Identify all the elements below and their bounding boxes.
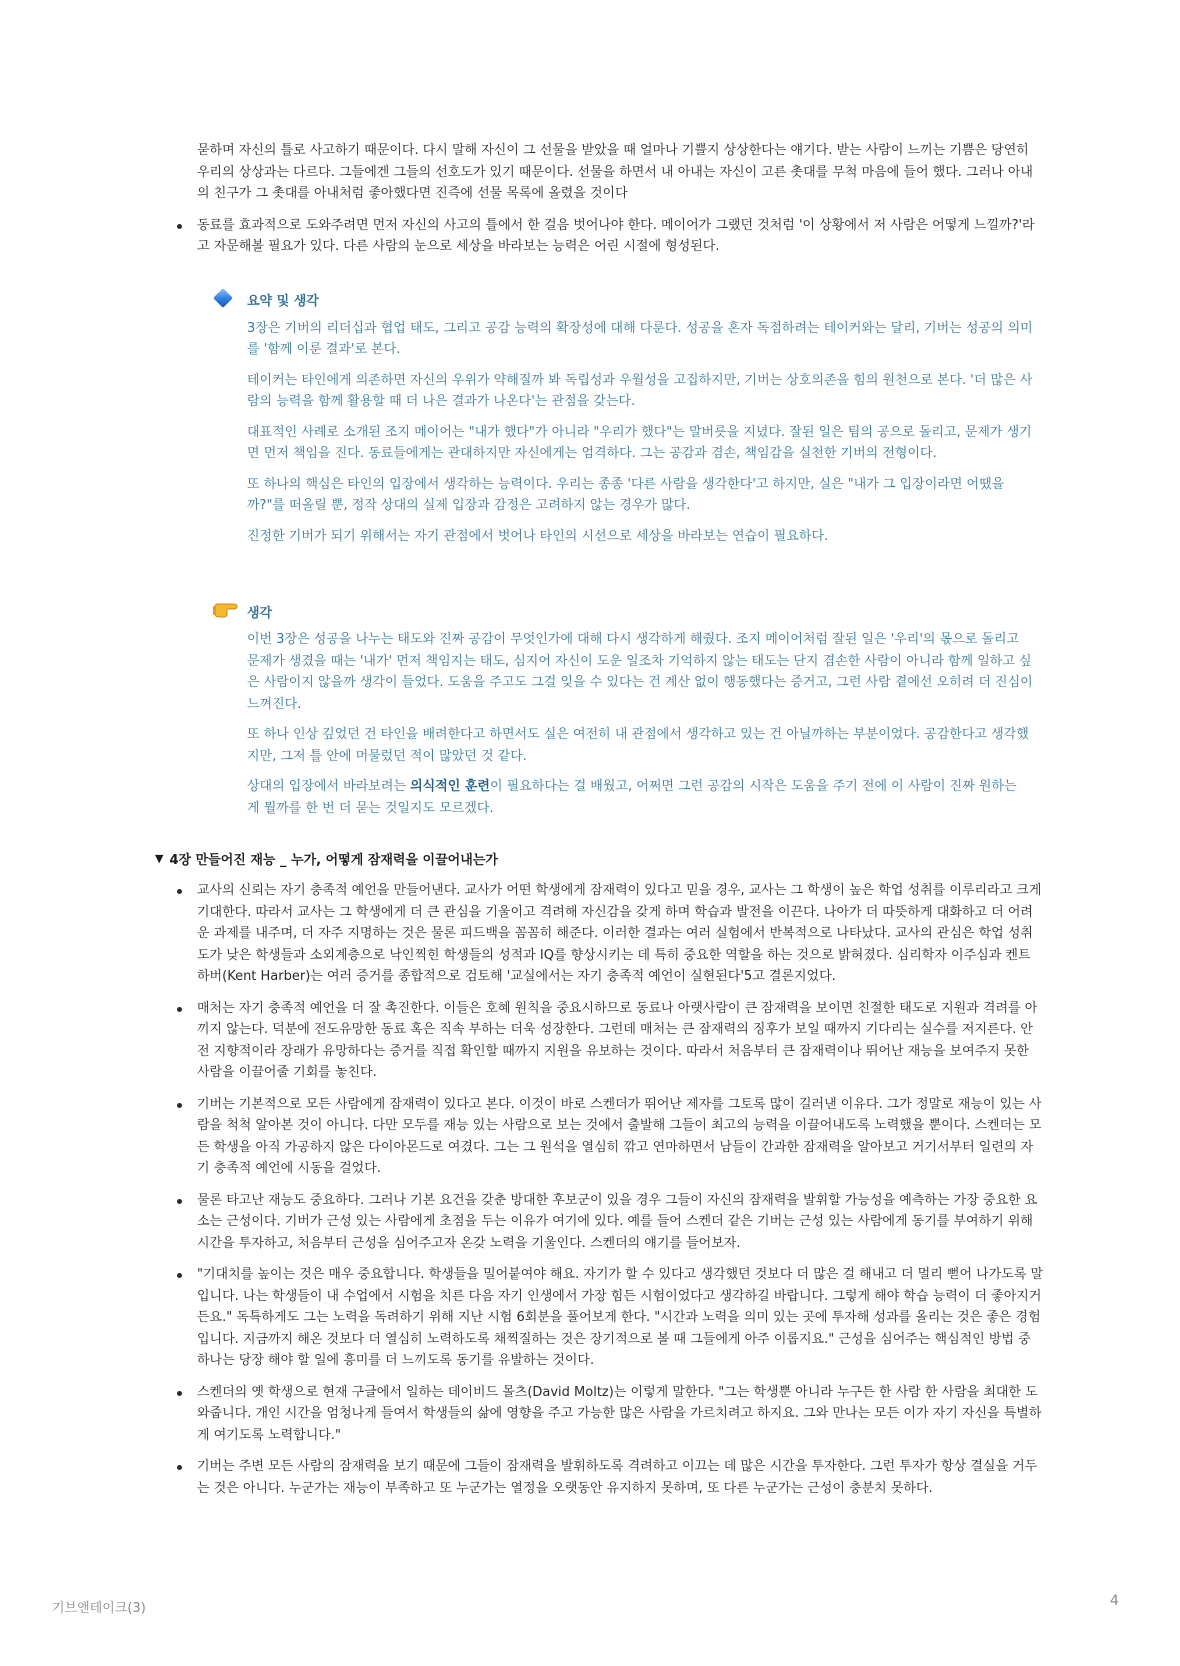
thought-paragraph: 또 하나 인상 깊었던 건 타인을 배려한다고 하면서도 실은 여전히 내 관점에서 생각하고 있는 건 아닐까하는 부분이었다. 공감한다고 생각했지만, 그저 틀 안에 머물렀던 적이 많았던 것 같다. xyxy=(247,727,1029,764)
list-item: 기버는 기본적으로 모든 사람에게 잠재력이 있다고 본다. 이것이 바로 스켄더가 뛰어난 제자를 그토록 많이 길러낸 이유다. 그가 정말로 재능이 있는 사람을 척척 알아본 것이 아니다. 다만 모두를 재능 있는 사람으로 보는 것에서 출발해 그들이 최고의 능력을 이끌어내도록 노력했을 뿐이다. 스켄더는 모든 학생을 아직 가공하지 않은 다이아몬드로 여겼다. 그는 그 원석을 열심히 깎고 연마하면서 남들이 간과한 잠재력을 알아보고 거기서부터 일련의 자기 충족적 예언에 시동을 걸었다. xyxy=(155,1094,1045,1180)
thought-paragraph: 이번 3장은 성공을 나누는 태도와 진짜 공감이 무엇인가에 대해 다시 생각하게 해줬다. 조지 메이어처럼 잘된 일은 '우리'의 몫으로 돌리고 문제가 생겼을 때는 '내가' 먼저 책임지는 태도, 심지어 자신이 도운 일조차 기억하지 않는 태도는 단지 겸손한 사람이 아니라 함께 일하고 싶은 사람이지 않을까 생각이 들었다. 도움을 주고도 그걸 잊을 수 있다는 건 계산 없이 행동했다는 증거고, 그런 사람 곁에선 오히려 더 진심이 느껴진다. xyxy=(247,632,1033,712)
blue-diamond-icon xyxy=(213,288,247,312)
list-item: 교사의 신뢰는 자기 충족적 예언을 만들어낸다. 교사가 어떤 학생에게 잠재력이 있다고 믿을 경우, 교사는 그 학생이 높은 학업 성취를 이루리라고 크게 기대한다. 따라서 교사는 그 학생에게 더 큰 관심을 기울이고 격려해 자신감을 갖게 하며 학습과 발전을 이끈다. 나아가 더 따뜻하게 대화하고 더 어려운 과제를 내주며, 더 자주 지명하는 것은 물론 피드백을 꼼꼼히 해준다. 이러한 결과는 여러 실험에서 반복적으로 나타났다. 교사의 관심은 학업 성취도가 낮은 학생들과 소외계층으로 낙인찍힌 학생들의 성적과 IQ를 향상시키는 데 특히 중요한 역할을 하는 것으로 밝혀졌다. 심리학자 이주심과 켄트 하버(Kent Harber)는 여러 증거를 종합적으로 검토해 '교실에서는 자기 충족적 예언이 실현된다'5고 결론지었다. xyxy=(155,880,1045,988)
list-item: "기대치를 높이는 것은 매우 중요합니다. 학생들을 밀어붙여야 해요. 자기가 할 수 있다고 생각했던 것보다 더 많은 걸 해내고 더 멀리 뻗어 나가도록 말입니다. 나는 학생들이 내 수업에서 시험을 치른 다음 자기 인생에서 가장 힘든 시험이었다고 생각하길 바랍니다. 그렇게 해야 학습 능력이 더 좋아지거든요." 독특하게도 그는 노력을 독려하기 위해 지난 시험 6회분을 풀어보게 한다. "시간과 노력을 의미 있는 곳에 투자해 성과를 올리는 것은 좋은 경험입니다. 지금까지 해온 것보다 더 열심히 노력하도록 채찍질하는 것은 장기적으로 볼 때 그들에게 아주 이롭지요." 근성을 심어주는 핵심적인 방법 중 하나는 당장 해야 할 일에 흥미를 더 느끼도록 동기를 유발하는 것이다. xyxy=(155,1264,1045,1372)
pointing-hand-icon xyxy=(213,599,247,623)
chapter4-bullet-list xyxy=(155,880,1045,1499)
intro-continuation: 묻하며 자신의 틀로 사고하기 때문이다. 다시 말해 자신이 그 선물을 받았을 때 얼마나 기쁠지 상상한다는 얘기다. 받는 사람이 느끼는 기쁨은 당연히 우리의 상상과는 다르다. 그들에겐 그들의 선호도가 있기 때문이다. 선물을 하면서 내 아내는 자신이 고른 촛대를 무척 마음에 들어 했다. 그러나 아내의 친구가 그 촛대를 아내처럼 좋아했다면 진즉에 선물 목록에 올렸을 것이다 xyxy=(197,143,1033,201)
list-item: 기버는 주변 모든 사람의 잠재력을 보기 때문에 그들이 잠재력을 발휘하도록 격려하고 이끄는 데 많은 시간을 투자한다. 그런 투자가 항상 결실을 거두는 것은 아니다. 누군가는 재능이 부족하고 또 누군가는 열정을 오랫동안 유지하지 못하며, 또 다른 누군가는 근성이 충분치 못하다. xyxy=(155,1456,1045,1499)
summary-paragraph: 테이커는 타인에게 의존하면 자신의 우위가 약해질까 봐 독립성과 우월성을 고집하지만, 기버는 상호의존을 힘의 원천으로 본다. '더 많은 사람의 능력을 함께 활용할 때 더 나은 결과가 나온다'는 관점을 갖는다. xyxy=(247,372,1033,409)
thought-paragraph-last: 상대의 입장에서 바라보려는 의식적인 훈련이 필요하다는 걸 배웠고, 어쩌면 그런 공감의 시작은 도움을 주기 전에 이 사람이 진짜 원하는 게 뭘까를 한 번 더 묻는 것일지도 모르겠다. xyxy=(247,779,1017,816)
footer-page-number: 4 xyxy=(1110,1593,1119,1609)
list-item: 매처는 자기 충족적 예언을 더 잘 촉진한다. 이들은 호혜 원칙을 중요시하므로 동료나 아랫사람이 큰 잠재력을 보이면 친절한 태도로 지원과 격려를 아끼지 않는다. 덕분에 전도유망한 동료 혹은 직속 부하는 더욱 성장한다. 그런데 매처는 큰 잠재력의 징후가 보일 때까지 기다리는 실수를 저지른다. 안전 지향적이라 장래가 유망하다는 증거를 직접 확인할 때까지 지원을 유보하는 것이다. 따라서 처음부터 큰 잠재력이나 뛰어난 재능을 보여주지 못한 사람을 이끌어줄 기회를 놓친다. xyxy=(155,998,1045,1084)
chapter4-heading: 4장 만들어진 재능 _ 누가, 어떻게 잠재력을 이끌어내는가 xyxy=(169,853,498,868)
list-item: 물론 타고난 재능도 중요하다. 그러나 기본 요건을 갖춘 방대한 후보군이 있을 경우 그들이 자신의 잠재력을 발휘할 가능성을 예측하는 가장 중요한 요소는 근성이다. 기버가 근성 있는 사람에게 초점을 두는 이유가 여기에 있다. 예를 들어 스켄더 같은 기버는 근성 있는 사람에게 동기를 부여하기 위해 시간을 투자하고, 처음부터 근성을 심어주고자 온갖 노력을 기울인다. 스켄더의 얘기를 들어보자. xyxy=(155,1190,1045,1255)
list-item: 스켄더의 옛 학생으로 현재 구글에서 일하는 데이비드 몰츠(David Moltz)는 이렇게 말한다. "그는 학생뿐 아니라 누구든 한 사람 한 사람을 최대한 도와줍니다. 개인 시간을 엄청나게 들여서 학생들의 삶에 영향을 주고 가능한 많은 사람을 가르치려고 하지요. 그와 만나는 모든 이가 자기 자신을 특별하게 여기도록 노력합니다." xyxy=(155,1382,1045,1447)
thought-callout xyxy=(213,599,1033,819)
chapter4-toggle-heading[interactable] xyxy=(155,849,1045,868)
footer-doc-title: 기브앤테이크(3) xyxy=(52,1601,146,1616)
summary-paragraph: 진정한 기버가 되기 위해서는 자기 관점에서 벗어나 타인의 시선으로 세상을 바라보는 연습이 필요하다. xyxy=(247,528,829,544)
page-content xyxy=(155,140,1045,1509)
summary-paragraph: 또 하나의 핵심은 타인의 입장에서 생각하는 능력이다. 우리는 종종 '다른 사람을 생각한다'고 하지만, 실은 "내가 그 입장이라면 어땠을까?"를 떠올릴 뿐, 정작 상대의 실제 입장과 감정은 고려하지 않는 경우가 많다. xyxy=(247,476,1005,513)
intro-bullet-list xyxy=(155,215,1045,258)
summary-callout xyxy=(213,288,1033,548)
summary-paragraph: 대표적인 사례로 소개된 조지 메이어는 "내가 했다"가 아니라 "우리가 했다"는 말버릇을 지녔다. 잘된 일은 팀의 공으로 돌리고, 문제가 생기면 먼저 책임을 진다. 동료들에게는 관대하지만 자신에게는 엄격하다. 그는 공감과 겸손, 책임감을 실천한 기버의 전형이다. xyxy=(247,424,1032,461)
bold-phrase: 의식적인 훈련 xyxy=(410,779,490,794)
summary-paragraph: 3장은 기버의 리더십과 협업 태도, 그리고 공감 능력의 확장성에 대해 다룬다. 성공을 혼자 독점하려는 테이커와는 달리, 기버는 성공의 의미를 '함께 이룬 결과'로 본다. xyxy=(247,320,1033,357)
thought-title: 생각 xyxy=(247,605,273,621)
list-item: 동료를 효과적으로 도와주려면 먼저 자신의 사고의 틀에서 한 걸음 벗어나야 한다. 메이어가 그랬던 것처럼 '이 상황에서 저 사람은 어떻게 느낄까?'라고 자문해볼 필요가 있다. 다른 사람의 눈으로 세상을 바라보는 능력은 어린 시절에 형성된다. xyxy=(155,215,1045,258)
summary-title: 요약 및 생각 xyxy=(247,294,319,309)
toggle-triangle-icon[interactable]: ▼ xyxy=(155,852,164,865)
